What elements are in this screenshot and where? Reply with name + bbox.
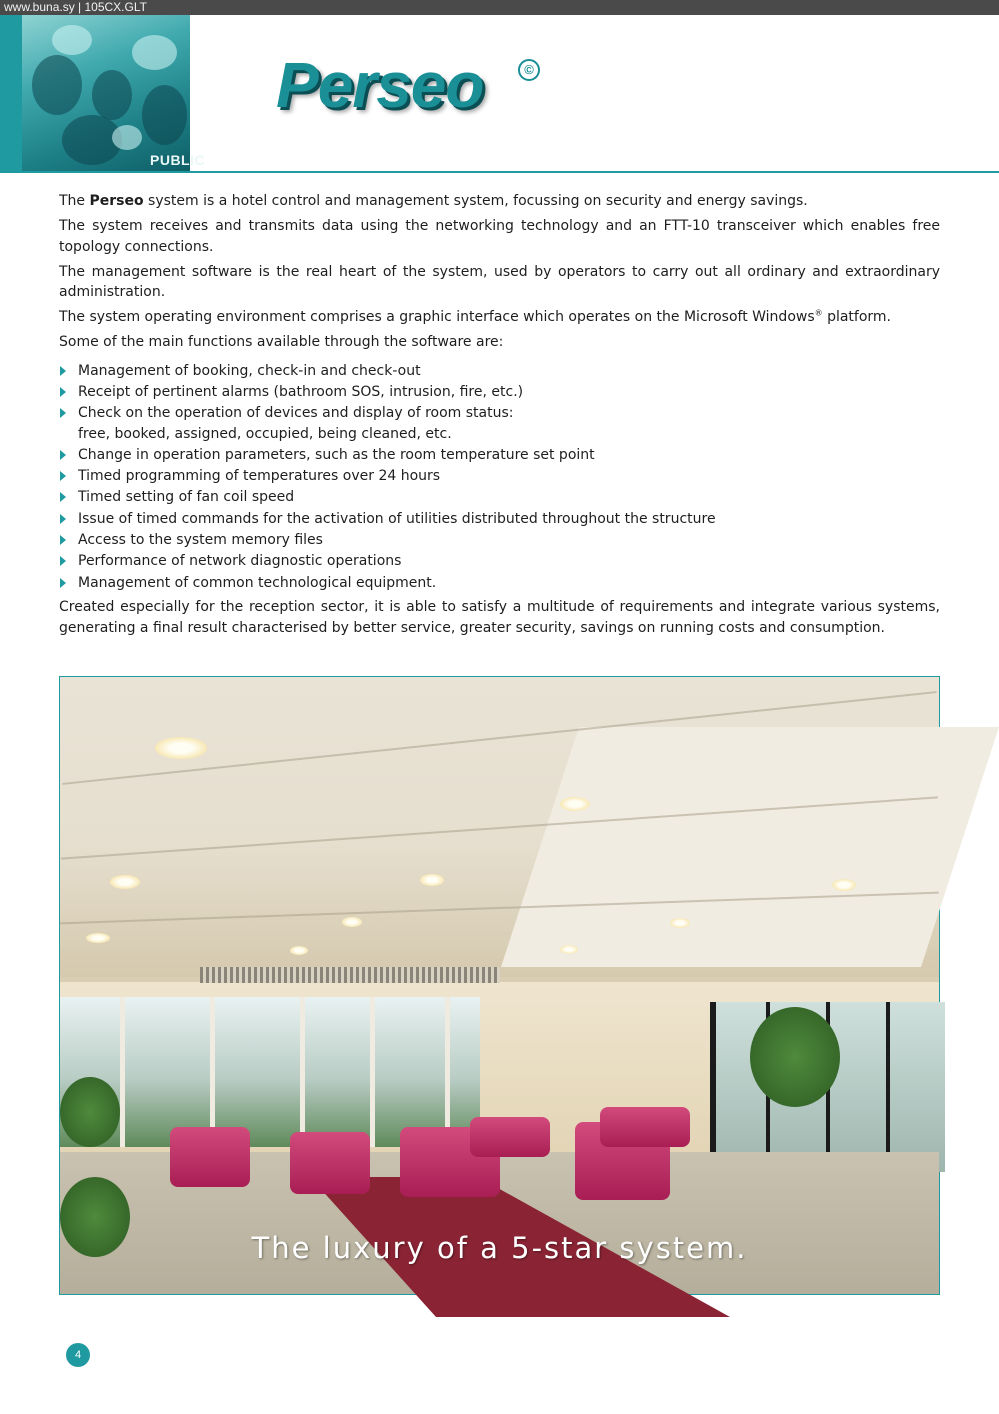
header-divider [0, 171, 999, 173]
closing-paragraph: Created especially for the reception sector, it is able to satisfy a multitude of requirements and integrate various systems, generating a final result characterised by better service, greater security, savings on running costs and consumption. [59, 599, 940, 636]
list-item: Change in operation parameters, such as the room temperature set point [59, 445, 940, 466]
functions-list [59, 361, 940, 594]
list-item: Timed programming of temperatures over 24 hours [59, 466, 940, 487]
header-accent-band [0, 15, 22, 172]
perseo-logo: Perseo [276, 49, 484, 121]
source-url-bar: www.buna.sy | 105CX.GLT [0, 0, 999, 15]
brand-name: Perseo [89, 193, 144, 209]
header-crowd-photo [22, 15, 206, 172]
list-item: Receipt of pertinent alarms (bathroom SOS, intrusion, fire, etc.) [59, 382, 940, 403]
paragraph-networking: The system receives and transmits data using the networking technology and an FTT-10 transceiver which enables free topology connections. [59, 218, 940, 255]
photo-caption: The luxury of a 5-star system. [251, 1231, 748, 1265]
paragraph-functions-intro: Some of the main functions available through the software are: [59, 334, 504, 350]
list-item: Issue of timed commands for the activation of utilities distributed throughout the structure [59, 509, 940, 530]
hotel-lobby-photo [59, 676, 940, 1295]
list-item: Access to the system memory files [59, 530, 940, 551]
paragraph-software: The management software is the real heart of the system, used by operators to carry out all ordinary and extraordinary administration. [59, 263, 940, 300]
list-item: Management of common technological equipment. [59, 573, 940, 594]
page-number-badge: 4 [66, 1343, 90, 1367]
page-header [0, 15, 999, 173]
list-item: Performance of network diagnostic operations [59, 551, 940, 572]
paragraph-environment: The system operating environment comprises a graphic interface which operates on the Microsoft Windows® platform. [59, 308, 892, 325]
copyright-mark: © [518, 59, 540, 81]
list-item: Check on the operation of devices and display of room status: free, booked, assigned, occupied, being cleaned, etc. [59, 403, 940, 444]
list-item: Timed setting of fan coil speed [59, 487, 940, 508]
section-label: PUBLIC [150, 152, 206, 168]
intro-paragraph: The Perseo system is a hotel control and management system, focussing on security and energy savings. [59, 193, 808, 209]
list-item: Management of booking, check-in and check-out [59, 361, 940, 382]
body-text [59, 191, 940, 643]
